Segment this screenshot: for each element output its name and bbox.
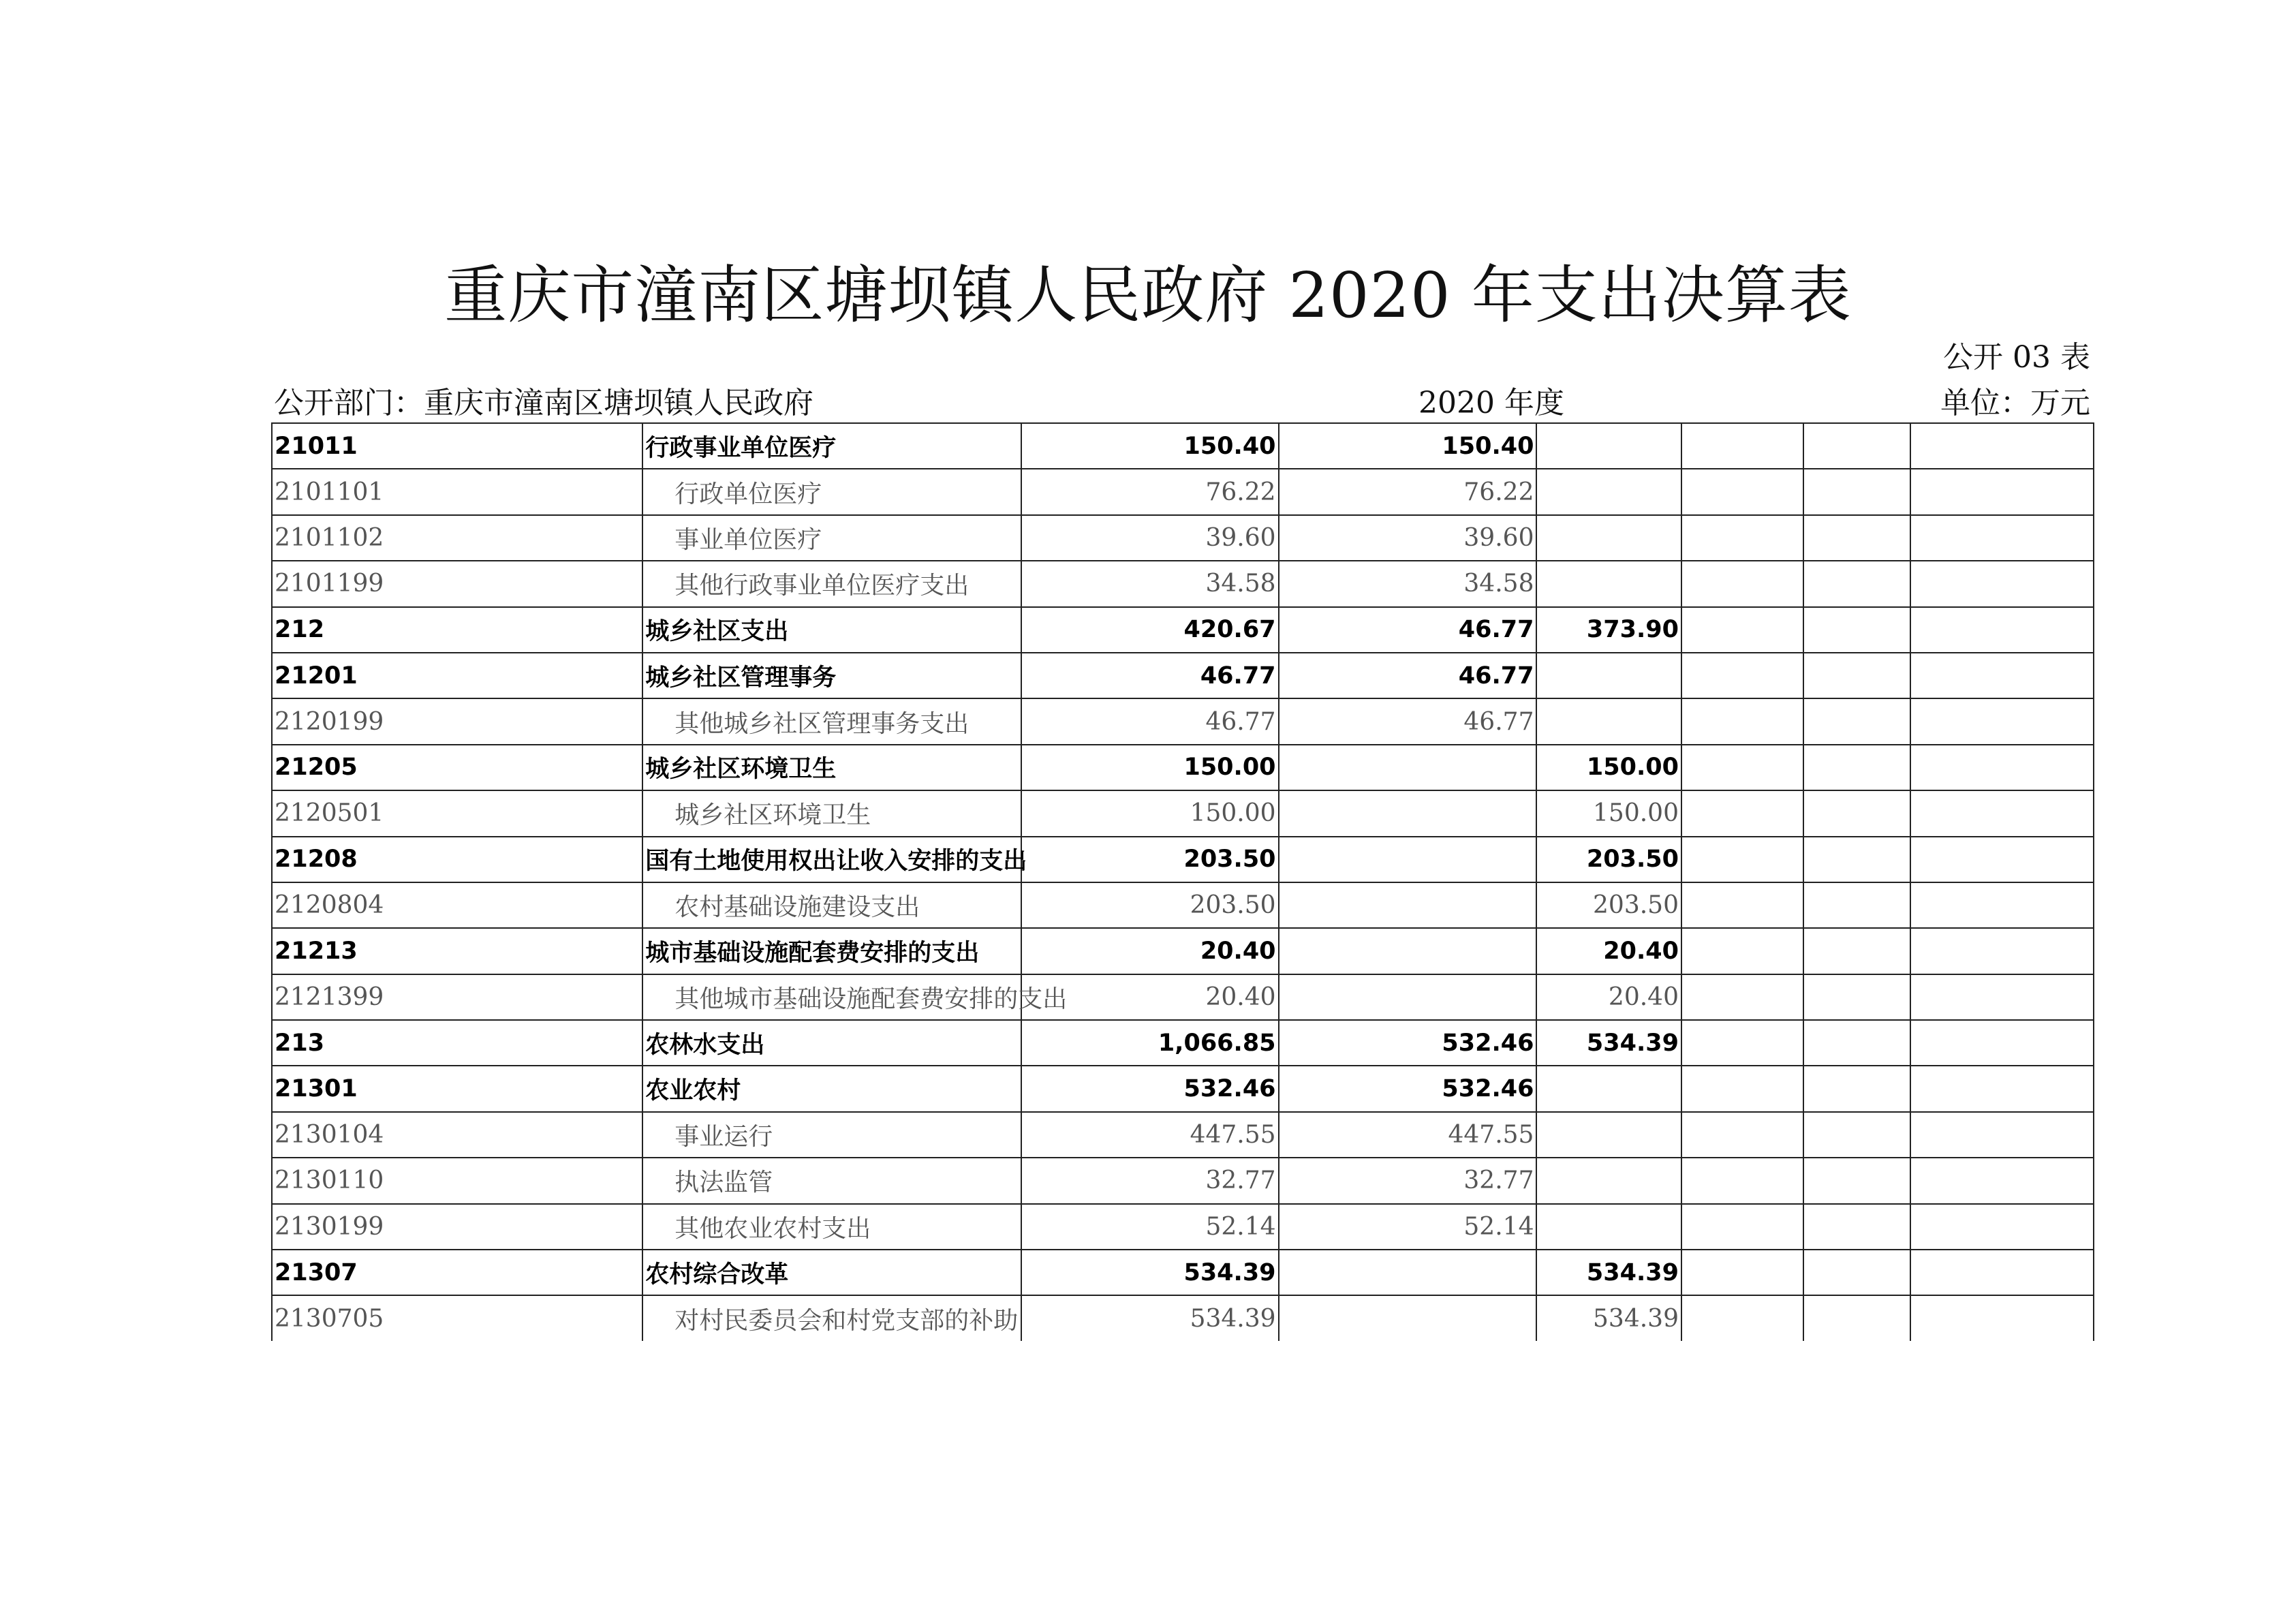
total-amount-cell: 150.40 (1021, 423, 1279, 469)
table-row (272, 1295, 2094, 1340)
empty-column-cell (1910, 1158, 2094, 1203)
empty-column-cell (1910, 1020, 2094, 1066)
basic-expenditure-cell: 447.55 (1279, 1112, 1537, 1158)
total-amount-cell: 203.50 (1021, 837, 1279, 882)
empty-column-cell (1803, 1204, 1910, 1250)
subject-code-cell: 2120501 (272, 790, 642, 836)
empty-column-cell (1681, 561, 1803, 606)
project-expenditure-cell: 534.39 (1536, 1250, 1681, 1295)
basic-expenditure-cell (1279, 790, 1537, 836)
subject-code-cell: 2120199 (272, 698, 642, 744)
table-row (272, 1250, 2094, 1295)
total-amount-cell: 20.40 (1021, 974, 1279, 1020)
unit-label: 单位：万元 (1940, 386, 2090, 420)
empty-column-cell (1681, 974, 1803, 1020)
project-expenditure-cell (1536, 1066, 1681, 1111)
subject-name-cell: 其他农业农村支出 (642, 1204, 1021, 1250)
empty-column-cell (1681, 745, 1803, 790)
basic-expenditure-cell: 32.77 (1279, 1158, 1537, 1203)
table-row (272, 1112, 2094, 1158)
total-amount-cell: 34.58 (1021, 561, 1279, 606)
empty-column-cell (1803, 561, 1910, 606)
empty-column-cell (1910, 515, 2094, 561)
empty-column-cell (1681, 698, 1803, 744)
basic-expenditure-cell: 532.46 (1279, 1066, 1537, 1111)
table-row (272, 607, 2094, 653)
table-row (272, 423, 2094, 469)
empty-column-cell (1910, 1250, 2094, 1295)
project-expenditure-cell: 534.39 (1536, 1295, 1681, 1340)
subject-name-cell: 城市基础设施配套费安排的支出 (642, 928, 1021, 974)
project-expenditure-cell (1536, 1204, 1681, 1250)
total-amount-cell: 534.39 (1021, 1250, 1279, 1295)
table-row (272, 1020, 2094, 1066)
empty-column-cell (1803, 837, 1910, 882)
empty-column-cell (1910, 1066, 2094, 1111)
total-amount-cell: 76.22 (1021, 469, 1279, 514)
basic-expenditure-cell (1279, 1250, 1537, 1295)
basic-expenditure-cell: 76.22 (1279, 469, 1537, 514)
subject-name-cell: 农林水支出 (642, 1020, 1021, 1066)
empty-column-cell (1803, 1295, 1910, 1340)
table-row (272, 837, 2094, 882)
table-row (272, 790, 2094, 836)
empty-column-cell (1803, 1020, 1910, 1066)
subject-code-cell: 212 (272, 607, 642, 653)
total-amount-cell: 52.14 (1021, 1204, 1279, 1250)
empty-column-cell (1803, 974, 1910, 1020)
table-row (272, 1158, 2094, 1203)
basic-expenditure-cell: 532.46 (1279, 1020, 1537, 1066)
subject-code-cell: 21208 (272, 837, 642, 882)
empty-column-cell (1681, 1158, 1803, 1203)
subject-name-cell: 城乡社区环境卫生 (642, 790, 1021, 836)
basic-expenditure-cell (1279, 837, 1537, 882)
subject-name-cell: 事业运行 (642, 1112, 1021, 1158)
empty-column-cell (1681, 1204, 1803, 1250)
basic-expenditure-cell: 39.60 (1279, 515, 1537, 561)
total-amount-cell: 420.67 (1021, 607, 1279, 653)
empty-column-cell (1910, 469, 2094, 514)
project-expenditure-cell: 150.00 (1536, 790, 1681, 836)
subject-code-cell: 2121399 (272, 974, 642, 1020)
basic-expenditure-cell: 46.77 (1279, 653, 1537, 698)
empty-column-cell (1681, 515, 1803, 561)
total-amount-cell: 532.46 (1021, 1066, 1279, 1111)
empty-column-cell (1803, 882, 1910, 928)
table-row (272, 469, 2094, 514)
total-amount-cell: 150.00 (1021, 790, 1279, 836)
total-amount-cell: 46.77 (1021, 653, 1279, 698)
empty-column-cell (1803, 423, 1910, 469)
total-amount-cell: 203.50 (1021, 882, 1279, 928)
basic-expenditure-cell: 46.77 (1279, 607, 1537, 653)
empty-column-cell (1910, 423, 2094, 469)
subject-code-cell: 21213 (272, 928, 642, 974)
empty-column-cell (1910, 1204, 2094, 1250)
project-expenditure-cell: 203.50 (1536, 882, 1681, 928)
empty-column-cell (1803, 1250, 1910, 1295)
total-amount-cell: 150.00 (1021, 745, 1279, 790)
empty-column-cell (1681, 1112, 1803, 1158)
subject-name-cell: 其他城市基础设施配套费安排的支出 (642, 974, 1021, 1020)
subject-code-cell: 21301 (272, 1066, 642, 1111)
subject-code-cell: 21011 (272, 423, 642, 469)
project-expenditure-cell: 534.39 (1536, 1020, 1681, 1066)
empty-column-cell (1910, 1295, 2094, 1340)
empty-column-cell (1803, 698, 1910, 744)
empty-column-cell (1910, 1112, 2094, 1158)
basic-expenditure-cell (1279, 745, 1537, 790)
subject-name-cell: 国有土地使用权出让收入安排的支出 (642, 837, 1021, 882)
table-row (272, 1066, 2094, 1111)
empty-column-cell (1681, 607, 1803, 653)
empty-column-cell (1681, 469, 1803, 514)
department-label: 公开部门：重庆市潼南区塘坝镇人民政府 (274, 386, 813, 420)
basic-expenditure-cell (1279, 1295, 1537, 1340)
subject-name-cell: 其他行政事业单位医疗支出 (642, 561, 1021, 606)
project-expenditure-cell: 20.40 (1536, 928, 1681, 974)
table-row (272, 653, 2094, 698)
project-expenditure-cell (1536, 515, 1681, 561)
empty-column-cell (1910, 653, 2094, 698)
expenditure-table (271, 422, 2094, 1341)
empty-column-cell (1803, 515, 1910, 561)
total-amount-cell: 20.40 (1021, 928, 1279, 974)
subject-code-cell: 21307 (272, 1250, 642, 1295)
empty-column-cell (1910, 561, 2094, 606)
empty-column-cell (1681, 1250, 1803, 1295)
project-expenditure-cell (1536, 698, 1681, 744)
empty-column-cell (1681, 928, 1803, 974)
subject-name-cell: 农村综合改革 (642, 1250, 1021, 1295)
subject-name-cell: 农村基础设施建设支出 (642, 882, 1021, 928)
empty-column-cell (1803, 790, 1910, 836)
empty-column-cell (1803, 1112, 1910, 1158)
empty-column-cell (1803, 1066, 1910, 1111)
total-amount-cell: 1,066.85 (1021, 1020, 1279, 1066)
empty-column-cell (1910, 790, 2094, 836)
subject-code-cell: 2130110 (272, 1158, 642, 1203)
basic-expenditure-cell (1279, 882, 1537, 928)
empty-column-cell (1681, 423, 1803, 469)
empty-column-cell (1681, 1020, 1803, 1066)
empty-column-cell (1803, 469, 1910, 514)
table-body (272, 423, 2094, 1341)
empty-column-cell (1910, 928, 2094, 974)
empty-column-cell (1910, 837, 2094, 882)
subject-name-cell: 事业单位医疗 (642, 515, 1021, 561)
project-expenditure-cell: 203.50 (1536, 837, 1681, 882)
basic-expenditure-cell: 52.14 (1279, 1204, 1537, 1250)
subject-code-cell: 21205 (272, 745, 642, 790)
subject-code-cell: 2101102 (272, 515, 642, 561)
table-row (272, 974, 2094, 1020)
project-expenditure-cell: 20.40 (1536, 974, 1681, 1020)
project-expenditure-cell: 373.90 (1536, 607, 1681, 653)
subject-name-cell: 执法监管 (642, 1158, 1021, 1203)
subject-name-cell: 城乡社区管理事务 (642, 653, 1021, 698)
project-expenditure-cell (1536, 1158, 1681, 1203)
basic-expenditure-cell: 46.77 (1279, 698, 1537, 744)
subject-code-cell: 2101199 (272, 561, 642, 606)
table-row (272, 928, 2094, 974)
empty-column-cell (1910, 974, 2094, 1020)
subject-code-cell: 2130104 (272, 1112, 642, 1158)
empty-column-cell (1681, 1066, 1803, 1111)
project-expenditure-cell (1536, 469, 1681, 514)
project-expenditure-cell (1536, 423, 1681, 469)
subject-code-cell: 21201 (272, 653, 642, 698)
empty-column-cell (1681, 1295, 1803, 1340)
empty-column-cell (1681, 790, 1803, 836)
empty-column-cell (1803, 653, 1910, 698)
total-amount-cell: 32.77 (1021, 1158, 1279, 1203)
project-expenditure-cell (1536, 653, 1681, 698)
basic-expenditure-cell (1279, 974, 1537, 1020)
project-expenditure-cell (1536, 561, 1681, 606)
empty-column-cell (1803, 1158, 1910, 1203)
empty-column-cell (1910, 607, 2094, 653)
subject-name-cell: 城乡社区环境卫生 (642, 745, 1021, 790)
subject-name-cell: 农业农村 (642, 1066, 1021, 1111)
empty-column-cell (1681, 653, 1803, 698)
empty-column-cell (1803, 607, 1910, 653)
subject-name-cell: 行政单位医疗 (642, 469, 1021, 514)
subject-name-cell: 城乡社区支出 (642, 607, 1021, 653)
table-row (272, 745, 2094, 790)
empty-column-cell (1910, 745, 2094, 790)
empty-column-cell (1803, 928, 1910, 974)
project-expenditure-cell: 150.00 (1536, 745, 1681, 790)
basic-expenditure-cell: 34.58 (1279, 561, 1537, 606)
subject-code-cell: 2130705 (272, 1295, 642, 1340)
subject-code-cell: 2130199 (272, 1204, 642, 1250)
table-row (272, 515, 2094, 561)
empty-column-cell (1910, 882, 2094, 928)
form-number: 公开 03 表 (1943, 340, 2090, 375)
subject-name-cell: 对村民委员会和村党支部的补助 (642, 1295, 1021, 1340)
empty-column-cell (1681, 882, 1803, 928)
subject-name-cell: 其他城乡社区管理事务支出 (642, 698, 1021, 744)
total-amount-cell: 447.55 (1021, 1112, 1279, 1158)
subject-code-cell: 213 (272, 1020, 642, 1066)
subject-name-cell: 行政事业单位医疗 (642, 423, 1021, 469)
table-row (272, 1204, 2094, 1250)
total-amount-cell: 39.60 (1021, 515, 1279, 561)
table-row (272, 882, 2094, 928)
empty-column-cell (1803, 745, 1910, 790)
page-title: 重庆市潼南区塘坝镇人民政府 2020 年支出决算表 (444, 259, 1852, 332)
basic-expenditure-cell: 150.40 (1279, 423, 1537, 469)
basic-expenditure-cell (1279, 928, 1537, 974)
subject-code-cell: 2101101 (272, 469, 642, 514)
project-expenditure-cell (1536, 1112, 1681, 1158)
total-amount-cell: 46.77 (1021, 698, 1279, 744)
empty-column-cell (1681, 837, 1803, 882)
table-row (272, 561, 2094, 606)
fiscal-year-label: 2020 年度 (1418, 386, 1564, 420)
subject-code-cell: 2120804 (272, 882, 642, 928)
table-row (272, 698, 2094, 744)
empty-column-cell (1910, 698, 2094, 744)
total-amount-cell: 534.39 (1021, 1295, 1279, 1340)
